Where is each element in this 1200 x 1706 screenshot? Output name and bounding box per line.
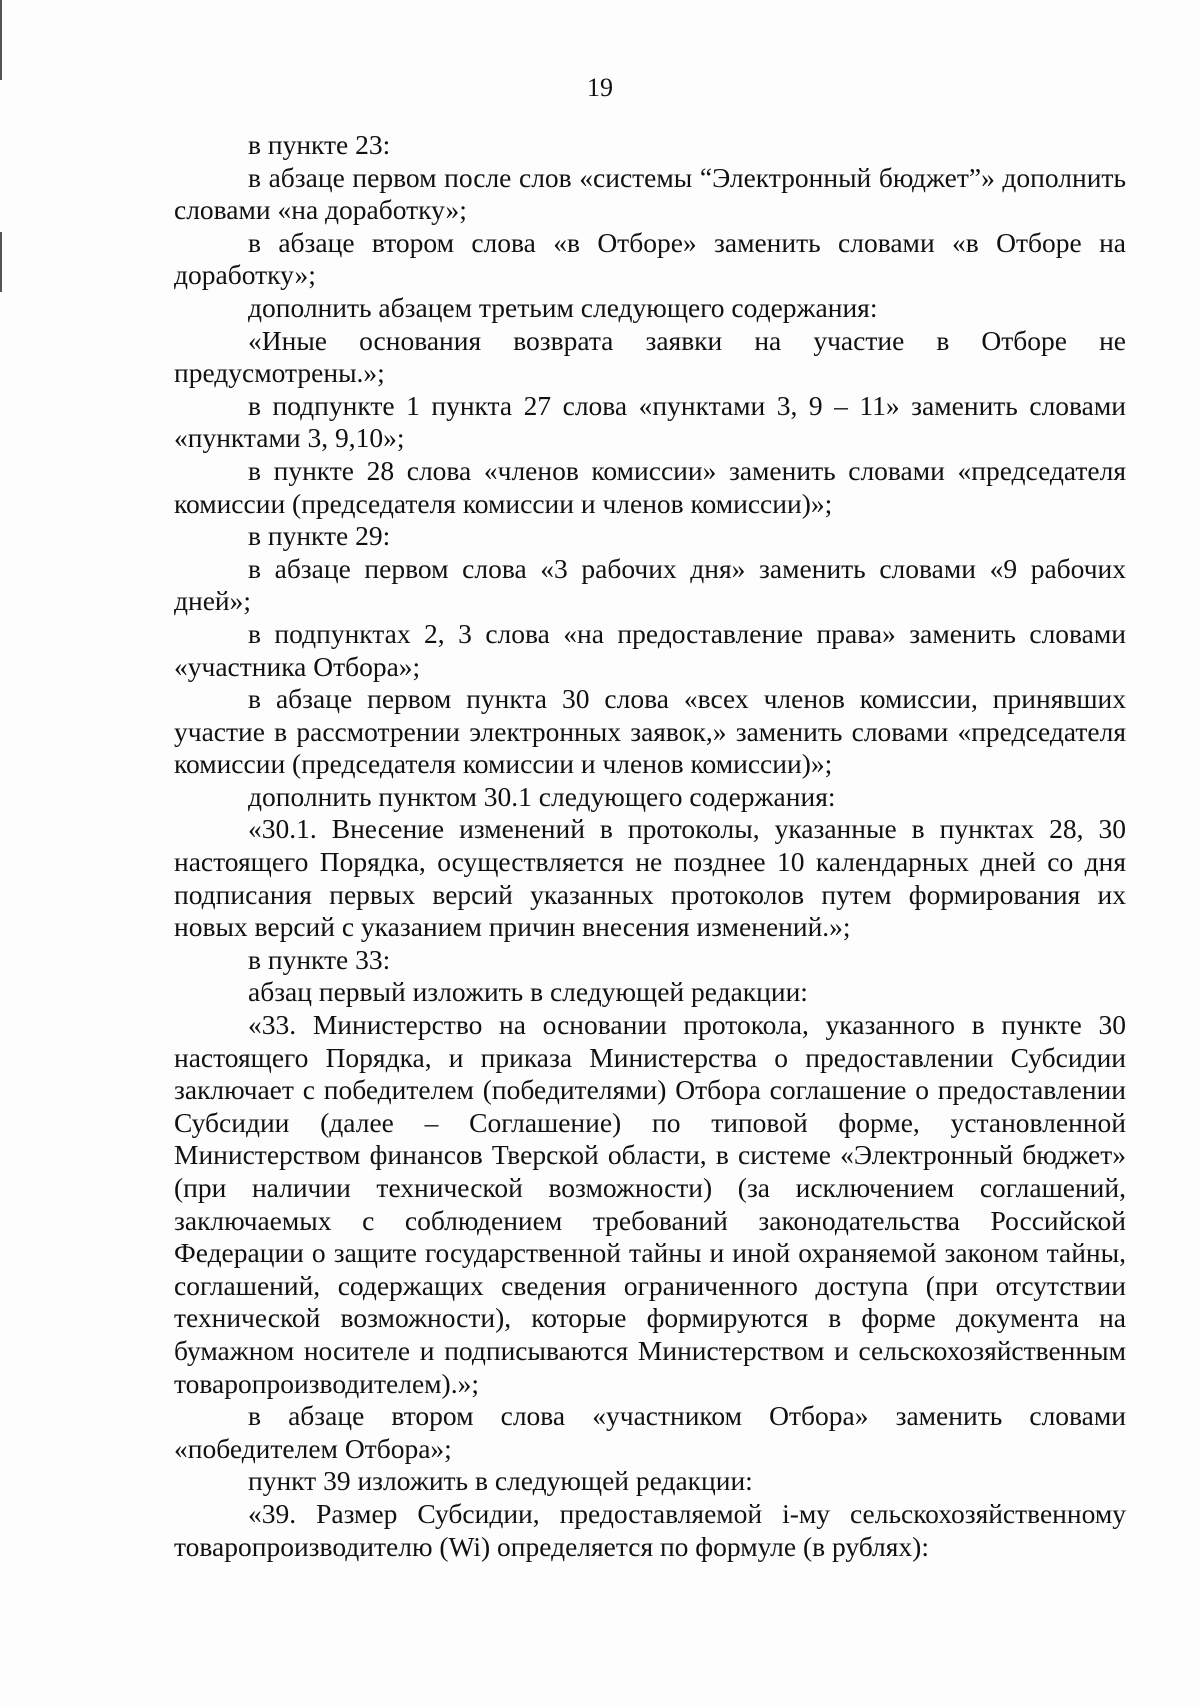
paragraph: «Иные основания возврата заявки на участие в Отборе не предусмотрены.»; (174, 324, 1126, 389)
paragraph: «39. Размер Субсидии, предоставляемой i-му сельскохозяйственному товаропроизводителю (Wi) определяется по формуле (в рублях): (174, 1497, 1126, 1562)
paragraph: дополнить пунктом 30.1 следующего содержания: (248, 780, 836, 812)
paragraph: в пункте 23: (248, 129, 391, 160)
paragraph: в пункте 29: (248, 520, 391, 552)
paragraph: в пункте 33: (248, 943, 391, 975)
paragraph: в подпункте 1 пункта 27 слова «пунктами 3, 9 – 11» заменить словами «пунктами 3, 9,10»; (174, 389, 1126, 454)
paragraph: «30.1. Внесение изменений в протоколы, указанные в пунктах 28, 30 настоящего Порядка, осуществляется не позднее 10 календарных дней со дня подписания первых версий указанных протоколов путем формирования их новых версий с указанием причин внесения изменений.»; (174, 813, 1126, 943)
paragraph: «33. Министерство на основании протокола, указанного в пункте 30 настоящего Порядка, и приказа Министерства о предоставлении Субсидии заключает с победителем (победителями) Отбора соглашение о предоставлении Субсидии (далее – Соглашение) по типовой форме, установленной Министерством финансов Тверской области, в системе «Электронный бюджет» (при наличии технической возможности) (за исключением соглашений, заключаемых с соблюдением требований законодательства Российской Федерации о защите государственной тайны и иной охраняемой законом тайны, соглашений, содержащих сведения ограниченного доступа (при отсутствии технической возможности), которые формируются в форме документа на бумажном носителе и подписываются Министерством и сельскохозяйственным товаропроизводителем).»; (174, 1009, 1126, 1399)
scan-edge-mark (0, 232, 2, 292)
page-number: 19 (587, 73, 613, 102)
paragraph: дополнить абзацем третьим следующего содержания: (248, 291, 878, 323)
paragraph: в абзаце первом после слов «системы “Электронный бюджет”» дополнить словами «на доработку»; (174, 161, 1126, 226)
paragraph: в абзаце первом пункта 30 слова «всех членов комиссии, принявших участие в рассмотрении электронных заявок,» заменить словами «председателя комиссии (председателя комиссии и членов комиссии)»; (174, 683, 1126, 780)
paragraph: пункт 39 изложить в следующей редакции: (248, 1465, 753, 1497)
paragraph: абзац первый изложить в следующей редакции: (248, 976, 808, 1008)
paragraph: в подпунктах 2, 3 слова «на предоставление права» заменить словами «участника Отбора»; (174, 617, 1126, 682)
document-body (174, 129, 1126, 1563)
paragraph: в абзаце первом слова «3 рабочих дня» заменить словами «9 рабочих дней»; (174, 552, 1126, 617)
paragraph: в абзаце втором слова «в Отборе» заменить словами «в Отборе на доработку»; (174, 226, 1126, 291)
paragraph: в абзаце втором слова «участником Отбора» заменить словами «победителем Отбора»; (174, 1400, 1126, 1464)
paragraph: в пункте 28 слова «членов комиссии» заменить словами «председателя комиссии (председателя комиссии и членов комиссии)»; (174, 454, 1126, 519)
scan-edge-mark (0, 0, 2, 80)
